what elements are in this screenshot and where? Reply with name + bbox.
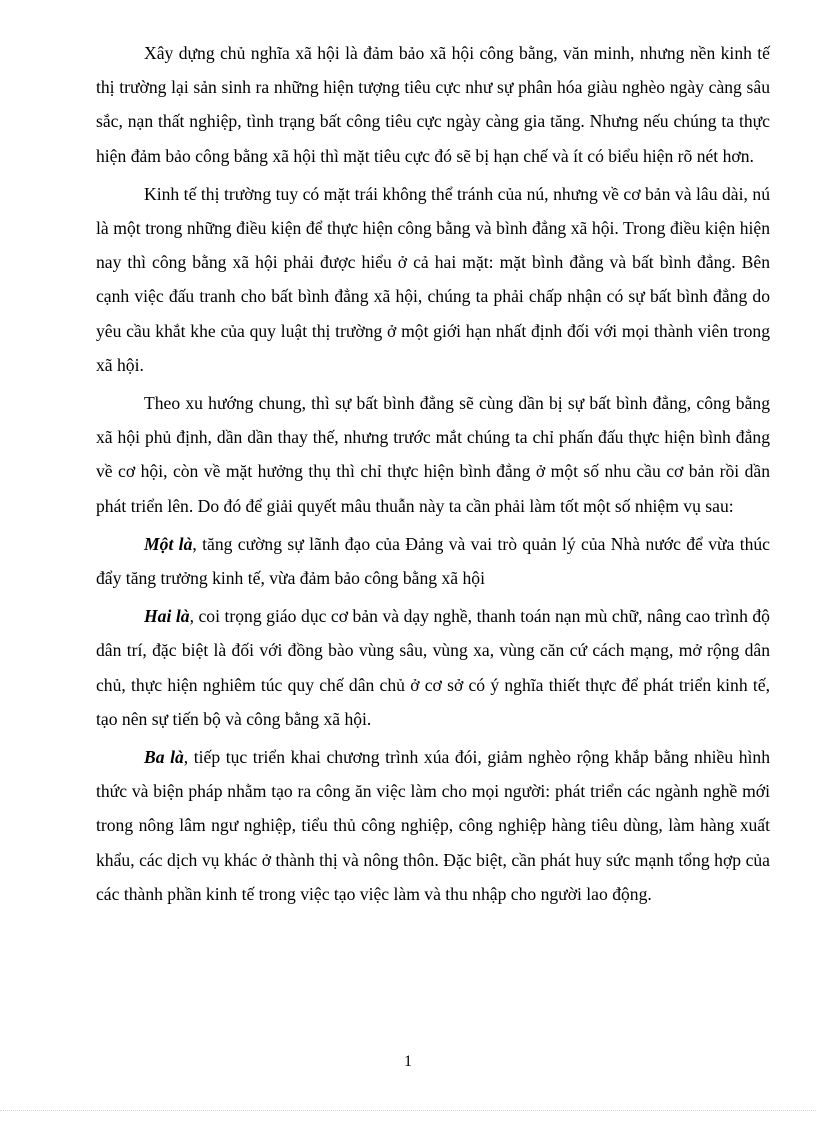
paragraph-5-lead: Hai là [144,606,190,627]
page-number: 1 [404,1053,412,1070]
paragraph-1 [96,36,770,173]
paragraph-5-text: , coi trọng giáo dục cơ bản và dạy nghề, thanh toán nạn mù chữ, nâng cao trình độ dân trí, đặc biệt là đối với đồng bào vùng sâu, vùng xa, vùng căn cứ cách mạng, mở rộng dân chủ, thực hiện nghiêm túc quy chế dân chủ ở cơ sở có ý nghĩa thiết thực để phát triển kinh tế, tạo nên sự tiến bộ và công bằng xã hội. [96,606,770,729]
paragraph-1-text: Xây dựng chủ nghĩa xã hội là đảm bảo xã hội công bằng, văn minh, nhưng nền kinh tế thị trường lại sản sinh ra những hiện tượng tiêu cực như sự phân hóa giàu nghèo ngày càng sâu sắc, nạn thất nghiệp, tình trạng bất công tiêu cực ngày càng gia tăng. Nhưng nếu chúng ta thực hiện đảm bảo công bằng xã hội thì mặt tiêu cực đó sẽ bị hạn chế và ít có biểu hiện rõ nét hơn. [96,43,770,166]
paragraph-6-text: , tiếp tục triển khai chương trình xúa đói, giảm nghèo rộng khắp bằng nhiều hình thức và biện pháp nhằm tạo ra công ăn việc làm cho mọi người: phát triển các ngành nghề mới trong nông lâm ngư nghiệp, tiểu thủ công nghiệp, công nghiệp hàng tiêu dùng, làm hàng xuất khẩu, các dịch vụ khác ở thành thị và nông thôn. Đặc biệt, cần phát huy sức mạnh tổng hợp của các thành phần kinh tế trong việc tạo việc làm và thu nhập cho người lao động. [96,747,770,904]
paragraph-6-lead: Ba là [144,747,184,768]
paragraph-3-text: Theo xu hướng chung, thì sự bất bình đẳng sẽ cùng dần bị sự bất bình đẳng, công bằng xã hội phủ định, dần dần thay thế, nhưng trước mắt chúng ta chỉ phấn đấu thực hiện bình đẳng về cơ hội, còn về mặt hưởng thụ thì chỉ thực hiện bình đẳng ở một số nhu cầu cơ bản rồi dần phát triển lên. Do đó để giải quyết mâu thuẫn này ta cần phải làm tốt một số nhiệm vụ sau: [96,393,770,516]
paragraph-2-text: Kinh tế thị trường tuy có mặt trái không thể tránh của nú, nhưng về cơ bản và lâu dài, nú là một trong những điều kiện để thực hiện công bằng và bình đẳng xã hội. Trong điều kiện hiện nay thì công bằng xã hội phải được hiểu ở cả hai mặt: mặt bình đẳng và bất bình đẳng. Bên cạnh việc đấu tranh cho bất bình đẳng xã hội, chúng ta phải chấp nhận có sự bất bình đẳng do yêu cầu khắt khe của quy luật thị trường ở một giới hạn nhất định đối với mọi thành viên trong xã hội. [96,183,770,375]
paragraph-5 [96,599,770,736]
paragraph-2 [96,177,770,382]
paragraph-4 [96,527,770,595]
page-bottom-edge [0,1110,816,1111]
paragraph-4-lead: Một là [144,533,193,554]
paragraph-6 [96,740,770,911]
document-body [96,36,770,915]
paragraph-3 [96,386,770,523]
paragraph-4-text: , tăng cường sự lãnh đạo của Đảng và vai trò quản lý của Nhà nước để vừa thúc đẩy tăng trưởng kinh tế, vừa đảm bảo công bằng xã hội [96,533,770,589]
